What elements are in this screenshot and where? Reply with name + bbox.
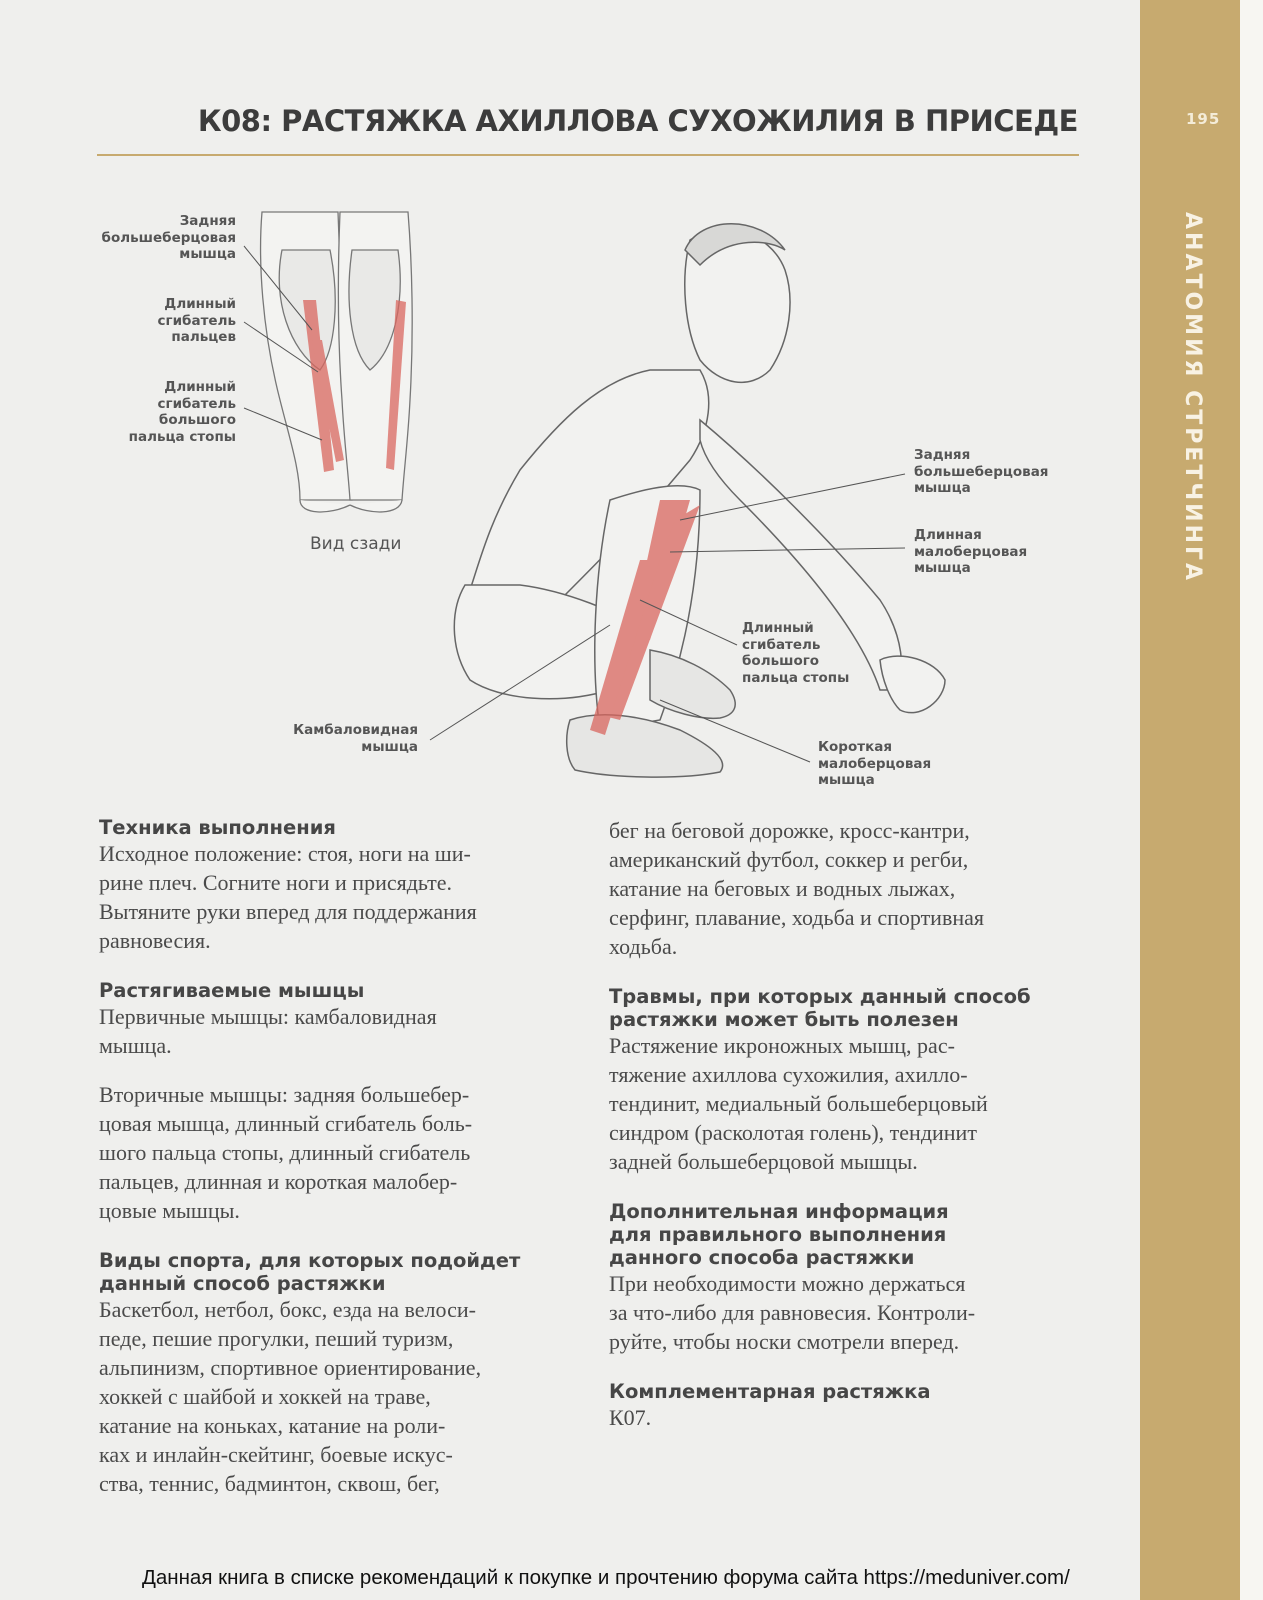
section-sports-continued xyxy=(609,816,1079,961)
paragraph-line: ходьба. xyxy=(609,934,678,959)
paragraph-line: катание на беговых и водных лыжах, xyxy=(609,876,956,901)
paragraph-line: цовая мышца, длинный сгибатель боль- xyxy=(99,1111,473,1136)
page-title: К08: РАСТЯЖКА АХИЛЛОВА СУХОЖИЛИЯ В ПРИСЕДЕ xyxy=(197,104,1078,138)
paragraph-line: Вторичные мышцы: задняя большебер- xyxy=(99,1082,470,1107)
side-label-tibialis-posterior: Задняя большеберцовая мышца xyxy=(914,447,1049,496)
paragraph-line: синдром (расколотая голень), тендинит xyxy=(609,1120,977,1145)
rear-label-flexor-digitorum: Длинный сгибатель пальцев xyxy=(157,296,236,345)
footer-notice: Данная книга в списке рекомендаций к покупке и прочтению форума сайта https://meduniver.com/ xyxy=(142,1566,1070,1589)
paragraph-line: бег на беговой дорожке, кросс-кантри, xyxy=(609,818,970,843)
chapter-side-title: АНАТОМИЯ СТРЕТЧИНГА xyxy=(1180,212,1205,584)
section-heading: Техника выполнения xyxy=(99,816,336,839)
rear-label-tibialis-posterior: Задняя большеберцовая мышца xyxy=(101,213,236,262)
page-number: 195 xyxy=(1186,110,1221,128)
paragraph-line: ства, теннис, бадминтон, сквош, бег, xyxy=(99,1471,440,1496)
text-column-left xyxy=(99,816,569,1498)
paragraph-line: К07. xyxy=(609,1405,652,1430)
paragraph-line: руйте, чтобы носки смотрели вперед. xyxy=(609,1329,960,1354)
section-heading: Виды спорта, для которых подойдет данный способ растяжки xyxy=(99,1249,521,1295)
section-sports xyxy=(99,1249,569,1498)
paragraph-line: катание на коньках, катание на роли- xyxy=(99,1413,446,1438)
section-heading: Растягиваемые мышцы xyxy=(99,979,365,1002)
paragraph-line: цовые мышцы. xyxy=(99,1198,240,1223)
side-label-peroneus-brevis: Короткая малоберцовая мышца xyxy=(818,739,932,788)
paragraph-line: серфинг, плавание, ходьба и спортивная xyxy=(609,905,984,930)
section-heading: Травмы, при которых данный способ растяжки может быть полезен xyxy=(609,985,1031,1031)
paragraph-line: задней большеберцовой мышцы. xyxy=(609,1149,918,1174)
paragraph-line: Баскетбол, нетбол, бокс, езда на велоси- xyxy=(99,1297,476,1322)
paragraph-line: Растяжение икроножных мышц, рас- xyxy=(609,1033,955,1058)
paragraph-line: за что-либо для равновесия. Контроли- xyxy=(609,1300,976,1325)
paragraph-line: пальцев, длинная и короткая малобер- xyxy=(99,1169,458,1194)
rear-view-caption: Вид сзади xyxy=(310,534,402,554)
paragraph-line: ках и инлайн-скейтинг, боевые искус- xyxy=(99,1442,453,1467)
text-column-right xyxy=(609,816,1079,1432)
section-heading: Дополнительная информация для правильного выполнения данного способа растяжки xyxy=(609,1200,949,1269)
paragraph-line: Первичные мышцы: камбаловидная xyxy=(99,1004,437,1029)
paragraph-line: Вытяните руки вперед для поддержания xyxy=(99,899,477,924)
paragraph-line: альпинизм, спортивное ориентирование, xyxy=(99,1355,482,1380)
section-additional-info xyxy=(609,1200,1079,1356)
section-heading: Комплементарная растяжка xyxy=(609,1380,931,1403)
paragraph-line: рине плеч. Согните ноги и присядьте. xyxy=(99,870,453,895)
section-stretched-muscles xyxy=(99,979,569,1060)
paragraph-line: хоккей с шайбой и хоккей на траве, xyxy=(99,1384,431,1409)
section-injuries xyxy=(609,985,1079,1176)
paragraph-line: педе, пешие прогулки, пеший туризм, xyxy=(99,1326,454,1351)
paragraph-line: тендинит, медиальный большеберцовый xyxy=(609,1091,988,1116)
page-edge xyxy=(1240,0,1263,1600)
paragraph-line: шого пальца стопы, длинный сгибатель xyxy=(99,1140,471,1165)
section-secondary-muscles xyxy=(99,1080,569,1225)
paragraph-line: Исходное положение: стоя, ноги на ши- xyxy=(99,841,471,866)
rear-label-flexor-hallucis: Длинный сгибатель большого пальца стопы xyxy=(128,379,236,445)
paragraph-line: тяжение ахиллова сухожилия, ахилло- xyxy=(609,1062,968,1087)
section-complementary xyxy=(609,1380,1079,1432)
side-label-flexor-hallucis: Длинный сгибатель большого пальца стопы xyxy=(742,620,850,686)
side-label-soleus: Камбаловидная мышца xyxy=(293,722,418,755)
paragraph-line: американский футбол, соккер и регби, xyxy=(609,847,969,872)
side-label-peroneus-longus: Длинная малоберцовая мышца xyxy=(914,527,1028,576)
paragraph-line: равновесия. xyxy=(99,928,211,953)
paragraph-line: мышца. xyxy=(99,1033,172,1058)
section-technique xyxy=(99,816,569,955)
paragraph-line: При необходимости можно держаться xyxy=(609,1271,966,1296)
squatting-figure xyxy=(454,224,945,777)
